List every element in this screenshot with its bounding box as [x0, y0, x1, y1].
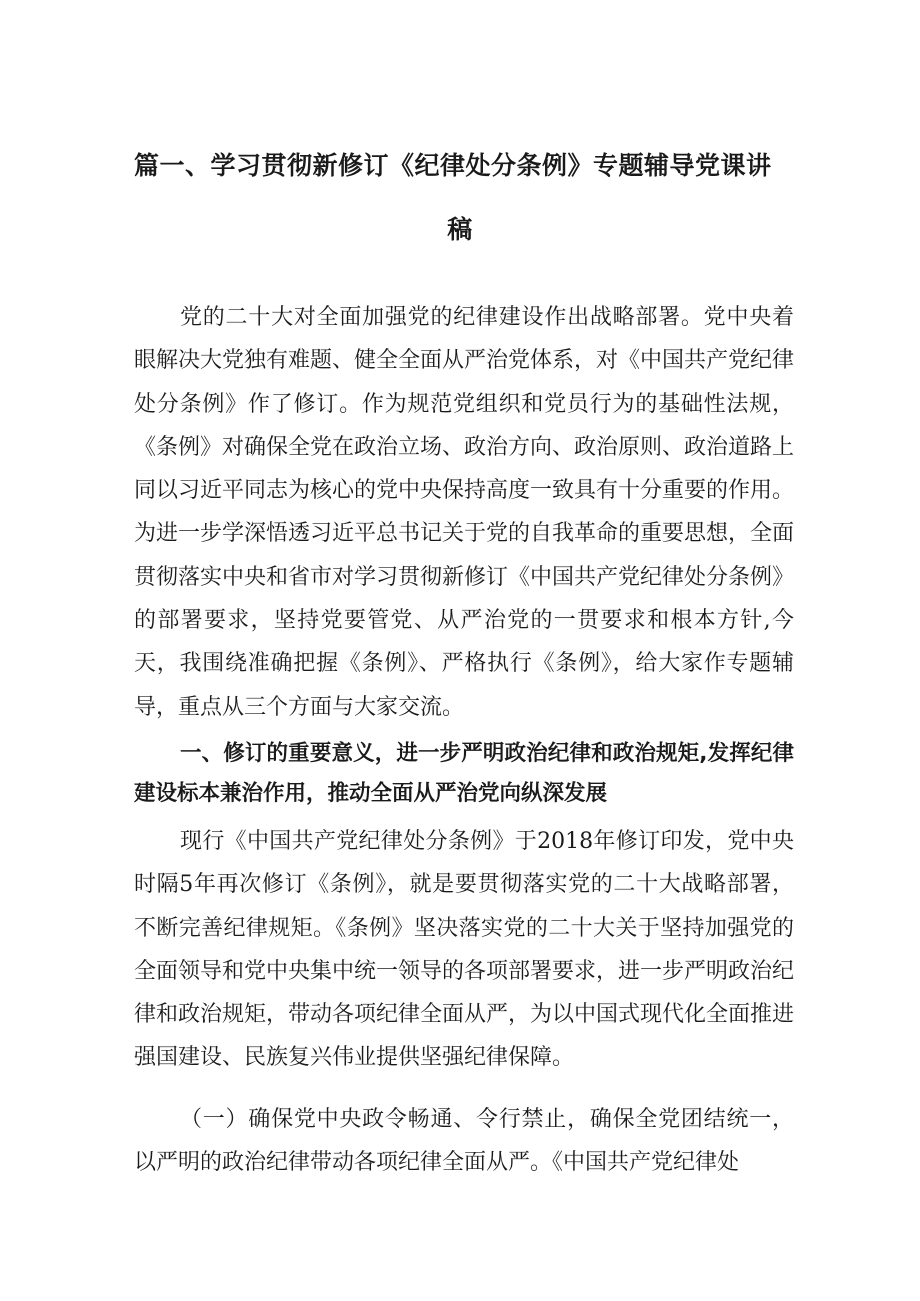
intro-paragraph: 党的二十大对全面加强党的纪律建设作出战略部署。党中央着眼解决大党独有难题、健全全面从严治党体系，对《中国共产党纪律处分条例》作了修订。作为规范党组织和党员行为的基础性法规，《条例》对确保全党在政治立场、政治方向、政治原则、政治道路上同以习近平同志为核心的党中央保持高度一致具有十分重要的作用。为进一步学深悟透习近平总书记关于党的自我革命的重要思想，全面贯彻落实中央和省市对学习贯彻新修订《中国共产党纪律处分条例》的部署要求，坚持党要管党、从严治党的一贯要求和根本方针,今天，我围绕准确把握《条例》、严格执行《条例》，给大家作专题辅导，重点从三个方面与大家交流。	[134, 305, 795, 720]
document-title-line-2: 稿	[447, 215, 473, 244]
document-title-line-1: 篇一、学习贯彻新修订《纪律处分条例》专题辅导党课讲	[134, 151, 772, 180]
subsection-1-paragraph: （一）确保党中央政令畅通、令行禁止，确保全党团结统一，以严明的政治纪律带动各项纪律全面从严。《中国共产党纪律处	[134, 1107, 794, 1176]
section-heading-1: 一、修订的重要意义，进一步严明政治纪律和政治规矩,发挥纪律建设标本兼治作用，推动全面从严治党向纵深发展	[134, 741, 794, 806]
section-1-paragraph: 现行《中国共产党纪律处分条例》于2018年修订印发，党中央时隔5年再次修订《条例》，就是要贯彻落实党的二十大战略部署，不断完善纪律规矩。《条例》坚决落实党的二十大关于坚持加强党的全面领导和党中央集中统一领导的各项部署要求，进一步严明政治纪律和政治规矩，带动各项纪律全面从严，为以中国式现代化全面推进强国建设、民族复兴伟业提供坚强纪律保障。	[134, 829, 795, 1071]
